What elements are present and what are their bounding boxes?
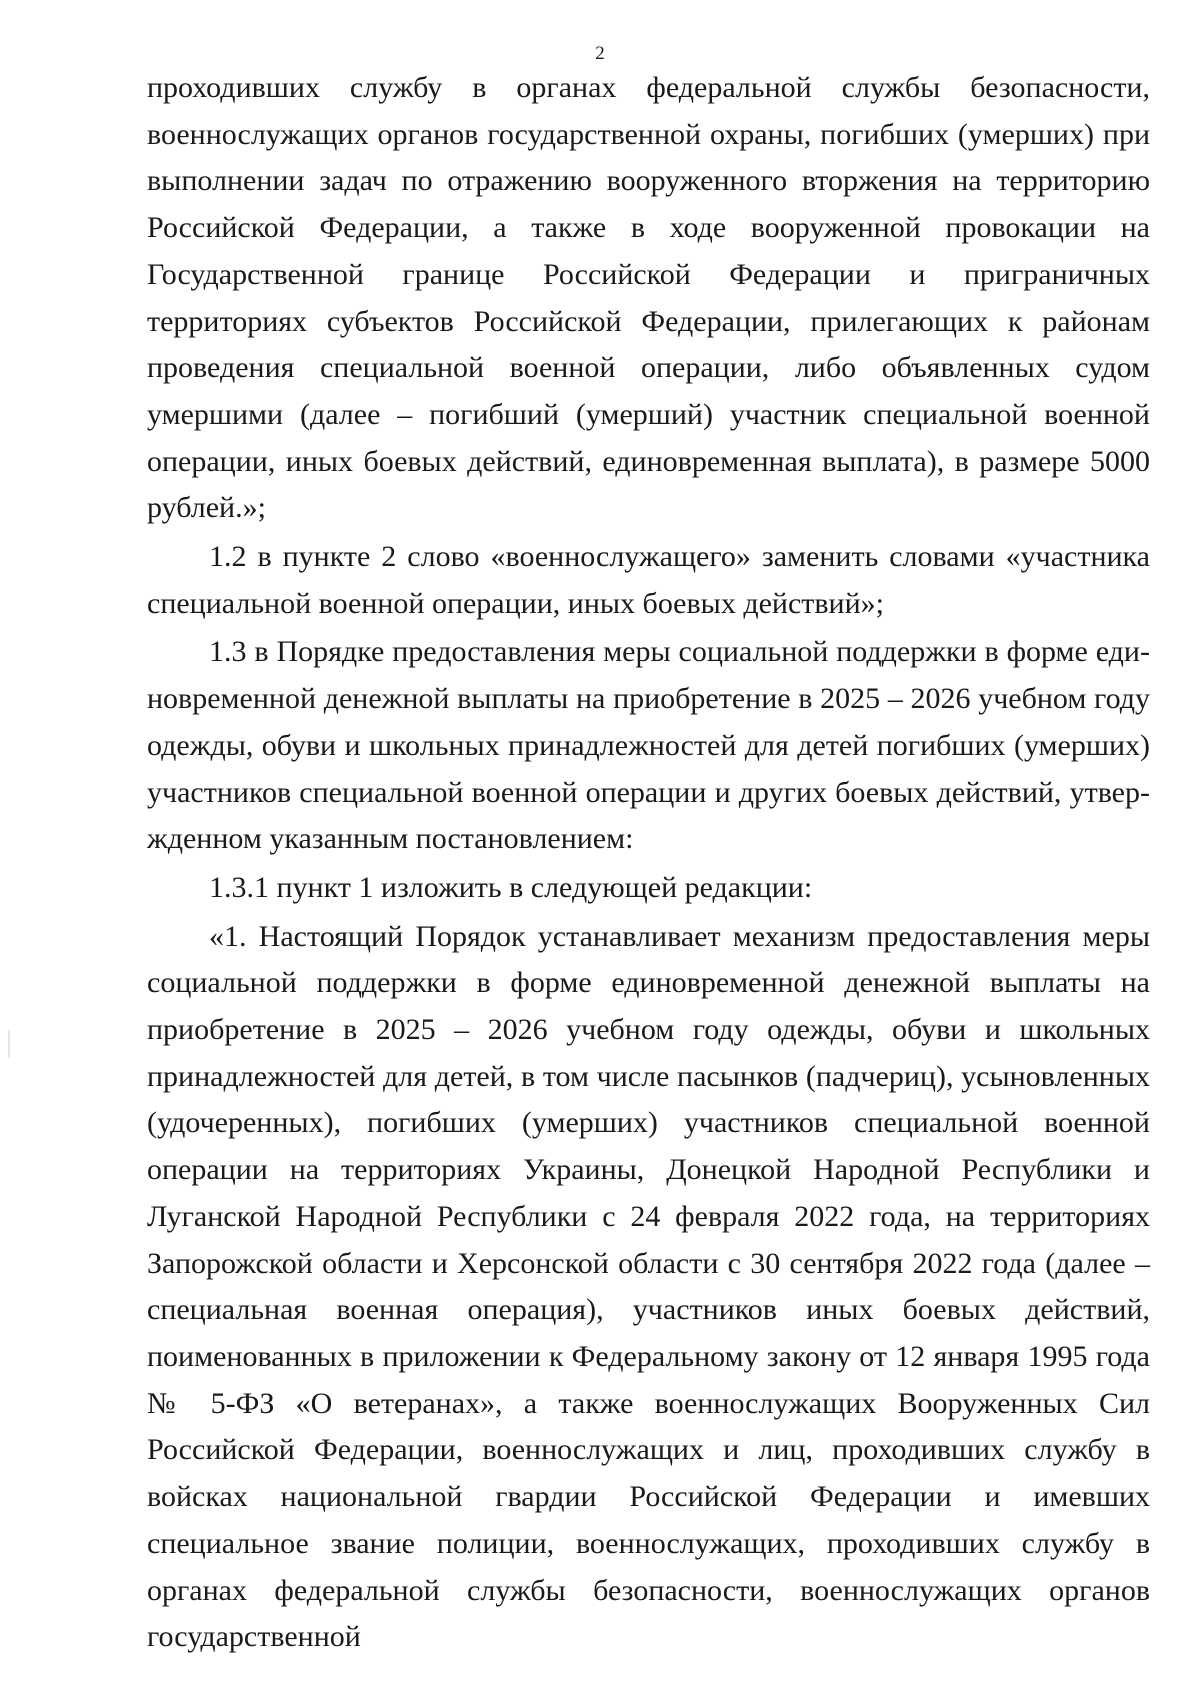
page-number: 2 xyxy=(595,43,605,64)
paragraph-item-1-2: 1.2 в пункте 2 слово «военнослужащего» заменить словами «участника специальной военной операции, иных боевых действий»; xyxy=(147,540,1150,620)
paragraph-quoted-point-1: «1. Настоящий Порядок устанавливает механизм предоставления меры социальной поддержки в форме единовременной денежной выплаты на приобретение в 2025 – 2026 учебном году одежды, обуви и школьных принадлежностей для детей, в том числе пасынков (падчериц), усыновленных (удочеренных), погибших (умерших) участников специальной военной операции на территориях Украины, Донецкой Народной Республики и Луганской Народной Республики с 24 февраля 2022 года, на территориях Запорожской области и Херсонской области с 30 сентября 2022 года (далее – специальная военная операция), участников иных боевых действий, поименованных в приложении к Федеральному закону от 12 января 1995 года № 5-ФЗ «О ветеранах», а также военнослужащих Вооруженных Сил Российской Федерации, военнослужащих и лиц, проходивших службу в войсках национальной гвардии Российской Федерации и имевших специальное звание полиции, военнослужащих, проходивших службу в органах федеральной службы безопасности, военнослужащих органов государственной xyxy=(147,919,1150,1654)
document-body xyxy=(147,65,1150,1661)
paragraph-item-1-3: 1.3 в Порядке предоставления меры социальной поддержки в форме единовременной денежной выплаты на приобретение в 2025 – 2026 учебном году одежды, обуви и школьных принадлежностей для детей погибших (умерших) участников специальной военной операции и других боевых действий, утвержденном указанным постановлением: xyxy=(147,635,1150,856)
paragraph-item-1-3-1: 1.3.1 пункт 1 изложить в следующей редакции: xyxy=(209,870,813,904)
scan-artifact xyxy=(8,1030,10,1058)
paragraph-continuation: проходивших службу в органах федеральной службы безопасности, военнослужащих органов государственной охраны, погибших (умерших) при выполнении задач по отражению вооруженного вторжения на территорию Российской Федерации, а также в ходе вооруженной провокации на Государственной границе Российской Федерации и приграничных территориях субъектов Российской Федерации, прилегающих к районам проведения специальной военной операции, либо объявленных судом умершими (далее – погибший (умерший) участник специальной военной операции, иных боевых действий, единовременная выплата), в размере 5000 рублей.»; xyxy=(147,71,1150,525)
